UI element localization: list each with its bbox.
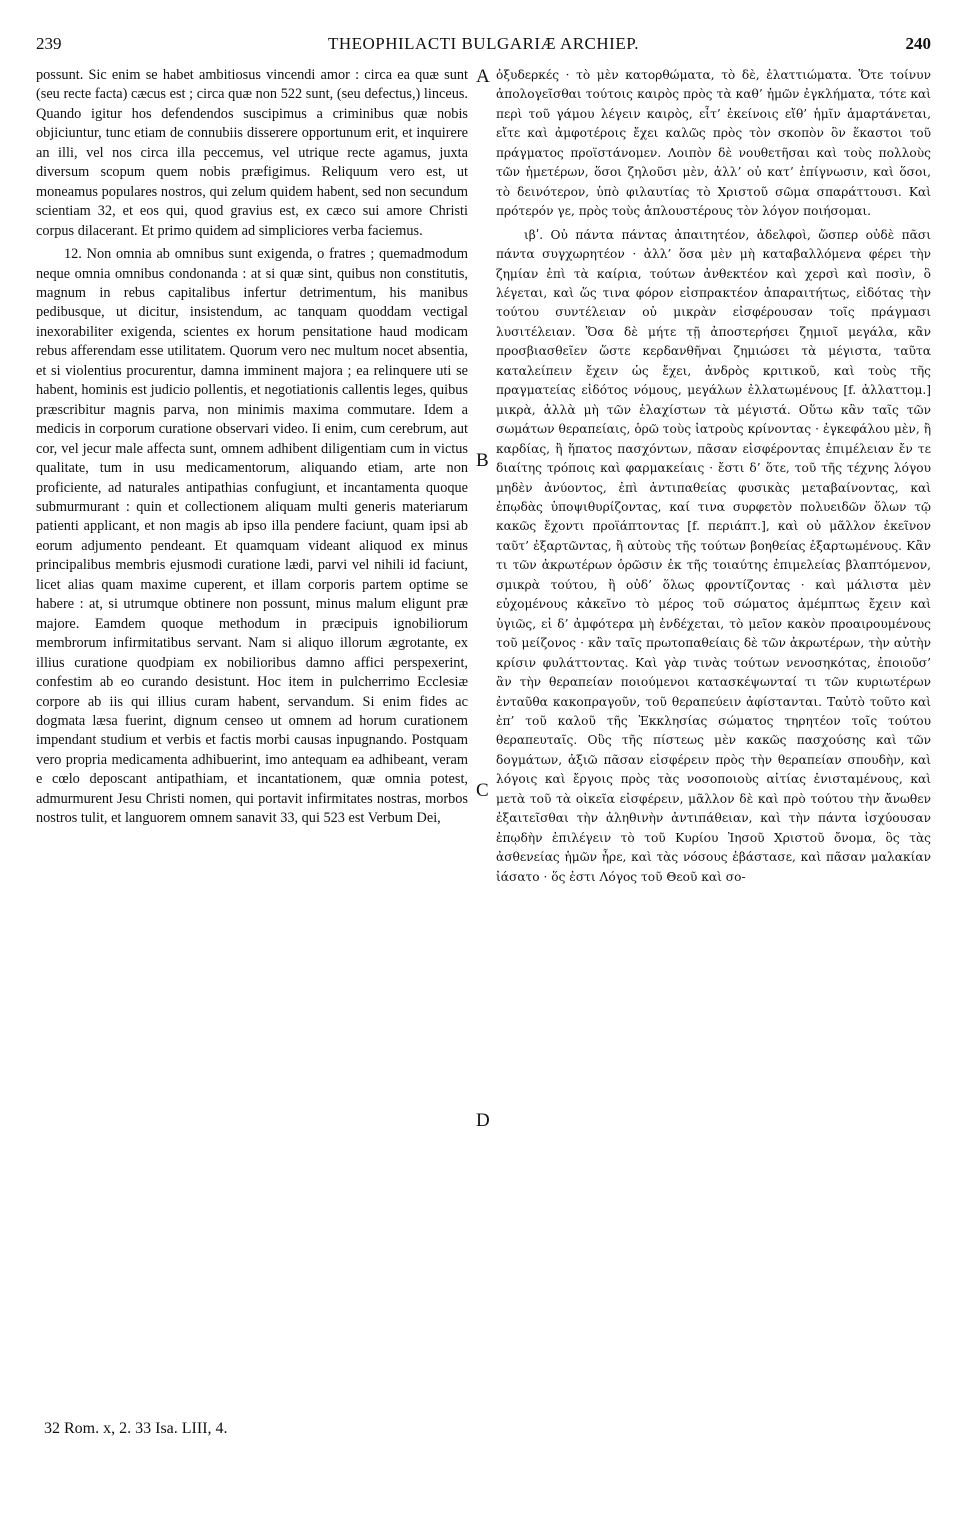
margin-letter-a: A <box>476 66 490 87</box>
left-page-number: 239 <box>36 34 62 53</box>
latin-column <box>36 66 468 829</box>
margin-letter-b: B <box>476 450 489 471</box>
latin-paragraph-2: 12. Non omnia ab omnibus sunt exigenda, o fratres ; quemadmodum neque omnia omnibus condonanda : at si quæ sint, quibus non constitutis, magnum in rebus capitalibus infertur detrimentum, his manibus pedibusque, ut dicitur, insistendum, ac tanquam quoddam vectigal inexorabiliter exigenda, scientes ex horum pensitatione haud modicam rebus afferendam esse utilitatem. Quorum vero nec multum nocet absentia, et si violentius procurentur, damna imminent majora ; ea relinquere uti se habent, hominis est judicio pollentis, et negotiationis callentis leges, quibus præscribitur magnis parva, non minimis maxima commutare. Idem a medicis in corporum curatione observari video. Ii enim, cum cerebrum, aut cor, vel jecur male affecta sunt, omnem adhibent diligentiam cum in victus qualitate, tum in usu medicamentorum, aliquando etiam, arte non proficiente, ad naturales antipathias confugiunt, et incantamenta quoque submurmurant : quin et collectionem aliquam multi generis materiarum patienti applicant, et non magis ab ipso illa pendere faciunt, quam ipsi ab eorum adjumento pendeant. Et quamquam videant aliquod ex minus principalibus membris ejusmodi curatione lædi, parvi vel nihili id faciunt, licet alias quam maxime cuperent, et illam corporis partem optime se habere : at, si utrumque obtinere non possunt, minus malum eligunt præ majore. Eamdem quoque methodum in præcipuis ignobiliorum membrorum infirmitatibus servant. Nam si aliquo illorum ægrotante, ex illius curatione quodpiam ex nobilioribus damno affici perspexerint, confestim ab eo curando desistunt. Hoc item in pulcherrimo Ecclesiæ corpore ab iis qui illius curam habent, servandum. Si enim fides ac dogmata læsa fuerint, dignum censeo ut omnem ad horum curationem impendant studium et verbis et factis morbi causas inpugnando. Postquam vero propria medicamenta adhibuerint, imo antequam ea adhibeant, veram e cœlo deposcant antipathiam, et incantationem, quæ omnia potest, admurmurent Jesu Christi nomen, qui portavit infirmitates nostras, morbos nostros tulit, et languorem omnem sanavit 33, qui 523 est Verbum Dei, <box>36 246 468 827</box>
greek-paragraph-1: ὀξυδερκές · τὸ μὲν κατορθώματα, τὸ δὲ, ἐλαττιώματα. Ὅτε τοίνυν ἀπολογεῖσθαι τούτοις καιρὸς πρὸς τὰ καθ’ ἡμῶν ἐγκλήματα, τότε καὶ περὶ τοῦ γάμου λέγειν καιρὸς, εἶτ’ ἐκείνοις εἴθ’ ἡμῖν ἁμαρτάνεται, εἴτε καὶ ἀμφοτέροις ἔχει καλῶς πρὸς τὸν σκοπὸν ὃν ἕκαστοι τοῦ πράγματος προϊστάνομεν. Λοιπὸν δὲ νουθετῆσαι καὶ τοὺς πολλοὺς τῶν ἡμετέρων, ὅσοι ζηλοῦσι μὲν, ἀλλ’ οὐ κατ’ ἐπίγνωσιν, καὶ ὅσοι, τὸ δεινότερον, ὑπὸ φιλαυτίας τὸ Χριστοῦ σῶμα σπαράττουσι. Καὶ πρότερόν γε, πρὸς τοὺς ἁπλουστέρους τὸν λόγον ποιήσομαι. <box>496 68 931 219</box>
page-header <box>36 34 931 62</box>
running-title: THEOPHILACTI BULGARIÆ ARCHIEP. <box>327 34 640 53</box>
footnotes: 32 Rom. x, 2. 33 Isa. LIII, 4. <box>44 1420 228 1437</box>
greek-paragraph-2: ιβʹ. Οὐ πάντα πάντας ἀπαιτητέον, ἀδελφοὶ, ὥσπερ οὐδὲ πᾶσι πάντα συγχωρητέον · ἀλλ’ ὅσα μὲν μὴ καταβαλλόμενα φέρει τὴν ζημίαν ἐπὶ τὰ καίρια, τούτων ἀνθεκτέον καὶ χερσὶ καὶ ποσὶν, ὃ λέγεται, καὶ ὥς τινα φόρον εἰσπρακτέον ἀπαραιτήτως, εἰδότας τὴν τούτου συντέλειαν οὐ μικρὰν εἰσφέρουσαν τοῖς πράγμασι λυσιτέλειαν. Ὅσα δὲ μήτε τῇ ἀποστερήσει ζημιοῖ μεγάλα, κἂν προσβιασθεῖεν ὥστε κερδανθῆναι ζημιώσει τὰ μέγιστα, ταῦτα καταλείπειν ἔχειν ὡς ἔχει, ἀνδρὸς κριτικοῦ, καὶ τοὺς τῆς πραγματείας εἰδότος νόμους, μεγάλων ἐλλατωμένους [f. ἀλλαττομ.] μικρὰ, ἀλλὰ μὴ τῶν ἐλαχίστων τὰ μέγιστά. Οὕτω κἂν ταῖς τῶν σωμάτων θεραπείαις, ὁρῶ τοὺς ἰατροὺς κρίνοντας · ἐγκεφάλου μὲν, ἢ καρδίας, ἢ ἥπατος πασχόντων, πᾶσαν εἰσφέροντας ἐπιμέλειαν ἔν τε διαίτης τρόποις καὶ φαρμακείαις · ἔστι δ’ ὅτε, τοῦ τῆς τέχνης λόγου μηδὲν ἀνύοντος, ἐπὶ ἀντιπαθείας φυσικὰς μεταβαίνοντας, καὶ ἐπῳδὰς ὑποψιθυρίζοντας, καί τινα συρφετὸν πολυειδῶν ὅλων τῷ κακῶς ἔχοντι προϊάπτοντας [f. περιάπτ.], καὶ οὐ μᾶλλον ἐκεῖνον ταῦτ’ ἐξαρτῶντας, ἢ αὐτοὺς τῆς τούτων βοηθείας ἐξαρτωμένους. Κἂν τι τῶν ἀκρωτέρων ὁρῶσιν ἐκ τῆς τοιαύτης ἐπιμελείας βλαπτόμενον, σμικρὰ τούτου, ἢ οὐδ’ ὅλως φροντίζοντας · καὶ μάλιστα μὲν εὐχομένους κἀκεῖνο τὸ μέρος τοῦ σώματος ἀμέμπτως ἔχειν καὶ ὑγιῶς, εἰ δ’ ἀμφότερα μὴ ἐνδέχεται, τὸ μεῖον κακὸν προαιρουμένους τοῦ μείζονος · κἂν ταῖς πρωτοπαθείαις δὲ τῶν ἀκρωτέρων, τὴν αὐτὴν κρίσιν φυλάττοντας. Καὶ γὰρ τινὰς τούτων νενοσηκότας, ἐποιοῦσ’ ἂν τὴν θεραπείαν ποιούμενοι κατασκέψωνταί τι τῶν κυριωτέρων ἐνταῦθα κακοπραγοῦν, τοῦ θεραπεύειν ἀφίστανται. Ταὐτὸ τοῦτο καὶ ἐπ’ τοῦ καλοῦ τῆς Ἐκκλησίας σώματος τηρητέον τοῖς τούτου θεραπευταῖς. Οὓς τῆς πίστεως μὲν κακῶς πασχούσης καὶ τῶν δογμάτων, ἀξιῶ πᾶσαν εἰσφέρειν πρὸς τὴν θεραπείαν σπουδὴν, καὶ λόγοις καὶ ἔργοις πρὸς τὰς νοσοποιοὺς αἰτίας ἐνισταμένους, καὶ μετὰ τοῦ τὰ οἰκεῖα εἰσφέρειν, μᾶλλον δὲ καὶ πρὸ τούτου τὴν ἄνωθεν ἐξαιτεῖσθαι τὴν ἀληθινὴν ἀντιπάθειαν, καὶ τὴν πάντα ἰσχύουσαν ἐπῳδὴν ἐπιλέγειν τὸ τοῦ Κυρίου Ἰησοῦ Χριστοῦ ὄνομα, ὃς τὰς ἀσθενείας ἡμῶν ἦρε, καὶ τὰς νόσους ἐβάστασε, καὶ πᾶσαν μαλακίαν ἰάσατο · ὅς ἐστι Λόγος τοῦ Θεοῦ καὶ σο- <box>496 227 931 884</box>
greek-column <box>496 66 931 887</box>
margin-letter-c: C <box>476 780 489 801</box>
right-page-number: 240 <box>905 34 931 53</box>
latin-paragraph-1: possunt. Sic enim se habet ambitiosus vincendi amor : circa ea quæ sunt (seu recte facta) cæcus est ; circa quæ non 522 sunt, (seu defectus,) linceus. Quando igitur hos defendendos suscipimus a criminibus quæ nobis objiciuntur, tunc etiam de connubiis disserere opportunum erit, et inquirere an illi, vel nos circa illa peccemus, vel utrique recte agamus, juxta diversum scopum quem nobis præfigimus. Reliquum vero est, ut moneamus populares nostros, qui zelum quidem habent, sed non secundum scientiam 32, et eos qui, quod gravius est, ex cæco sui amore Christi corpus dilacerant. Et primo quidem ad simpliciores verba faciemus. <box>36 67 468 239</box>
margin-letter-d: D <box>476 1110 490 1131</box>
